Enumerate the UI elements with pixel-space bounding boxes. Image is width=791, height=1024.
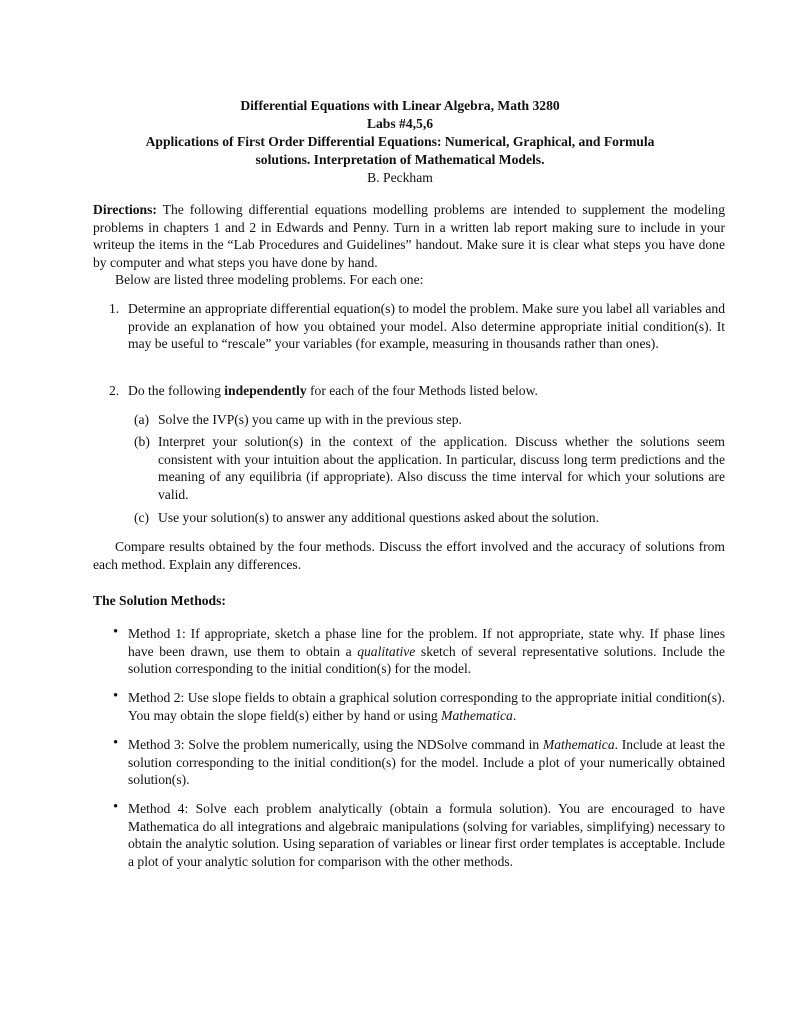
step-2 (93, 382, 725, 400)
method-item (93, 689, 725, 724)
method-2 (93, 689, 725, 724)
bullet-icon: • (113, 799, 119, 815)
bullet-icon: • (113, 624, 119, 640)
directions-section (93, 201, 725, 289)
directions-label: Directions: (93, 202, 157, 217)
course-title: Differential Equations with Linear Algebra, Math 3280 (240, 98, 560, 113)
step-number: 2. (109, 383, 120, 398)
substep-text: Use your solution(s) to answer any additional questions asked about the solution. (158, 510, 599, 525)
method-text-post: . Include at least the solution corresponding to the initial condition(s) for the model. Include a plot of your numerically obtained solution(s). (128, 737, 725, 788)
step-1 (93, 300, 725, 353)
substeps-list-c (128, 509, 725, 527)
method-text: Method 4: Solve each problem analytically (obtain a formula solution). You are encouraged to have Mathematica do all integrations and algebraic manipulations (solving for variables, simplifying) necessary to obtain the analytic solution. Using separation of variables or linear first order templates is acceptable. Include a plot of your analytic solution for comparison with the other methods. (128, 801, 725, 869)
compare-section (93, 538, 725, 573)
problems-intro: Below are listed three modeling problems. For each one: (115, 272, 424, 288)
step-text-pre: Do the following (128, 383, 225, 398)
method-text-post: sketch of several representative solutions. Include the solution corresponding to the initial condition(s) for the model. (128, 643, 725, 677)
method-text-post: . (512, 707, 517, 723)
lab-title-line1: Applications of First Order Differential Equations: Numerical, Graphical, and Formula (145, 134, 655, 149)
step-text: Determine an appropriate differential equation(s) to model the problem. Make sure you label all variables and provide an explanation of how you obtained your model. Also determine appropriate initial condition(s). It may be useful to “rescale” your variables (for example, measuring in thousands rather than ones). (128, 301, 725, 352)
methods-heading: The Solution Methods: (93, 593, 226, 608)
method-item (93, 800, 725, 870)
step-text-post: for each of the four Methods listed below. (306, 383, 538, 398)
substep-c (128, 509, 725, 527)
step-text-bold: independently (224, 383, 307, 398)
substep-text: Interpret your solution(s) in the context of the application. Discuss whether the solutions seem consistent with your intuition about the application. In particular, discuss long term predictions and the meaning of any equilibria (if appropriate). Also discuss the time interval for which your solutions are valid. (158, 434, 725, 502)
method-1 (93, 625, 725, 678)
document-header (80, 97, 720, 187)
substep-text: Solve the IVP(s) you came up with in the previous step. (158, 412, 462, 427)
bullet-icon: • (113, 688, 119, 704)
method-text-pre: Method 1: If appropriate, sketch a phase line for the problem. If not appropriate, state why. If phase lines have been drawn, use them to obtain a (128, 626, 725, 659)
substep-a (128, 411, 725, 429)
method-item (93, 736, 725, 789)
author: B. Peckham (367, 170, 433, 185)
substep-b (128, 433, 725, 503)
method-text-pre: Method 2: Use slope fields to obtain a graphical solution corresponding to the appropriate initial condition(s). You may obtain the slope field(s) either by hand or using (128, 690, 725, 723)
substeps-list-b (128, 433, 725, 503)
bullet-icon: • (113, 735, 119, 751)
method-text-emphasis: Mathematica (441, 707, 513, 723)
lab-title-line2: solutions. Interpretation of Mathematical Models. (255, 152, 545, 167)
directions-text: The following differential equations modelling problems are intended to supplement the modeling problems in chapters 1 and 2 in Edwards and Penny. Turn in a written lab report making sure to include in your writeup the items in the “Lab Procedures and Guidelines” handout. Make sure it is clear what steps you have done by computer and what steps you have done by hand. (93, 202, 725, 270)
substep-label: (c) (134, 510, 150, 525)
substep-label: (a) (134, 412, 150, 427)
substep-label: (b) (134, 434, 150, 449)
step-number: 1. (109, 301, 120, 316)
directions-paragraph (93, 201, 725, 271)
method-text-emphasis: Mathematica (542, 737, 615, 752)
method-item (93, 625, 725, 678)
lab-number: Labs #4,5,6 (366, 116, 434, 131)
method-text-pre: Method 3: Solve the problem numerically, using the NDSolve command in (128, 737, 543, 752)
method-3 (93, 736, 725, 789)
method-4 (93, 800, 725, 870)
steps-list (93, 300, 725, 353)
substeps-list (128, 411, 725, 429)
steps-list-2 (93, 382, 725, 400)
method-text-emphasis: qualitative (357, 643, 416, 659)
compare-paragraph: Compare results obtained by the four methods. Discuss the effort involved and the accuracy of solutions from each method. Explain any differences. (93, 539, 725, 572)
